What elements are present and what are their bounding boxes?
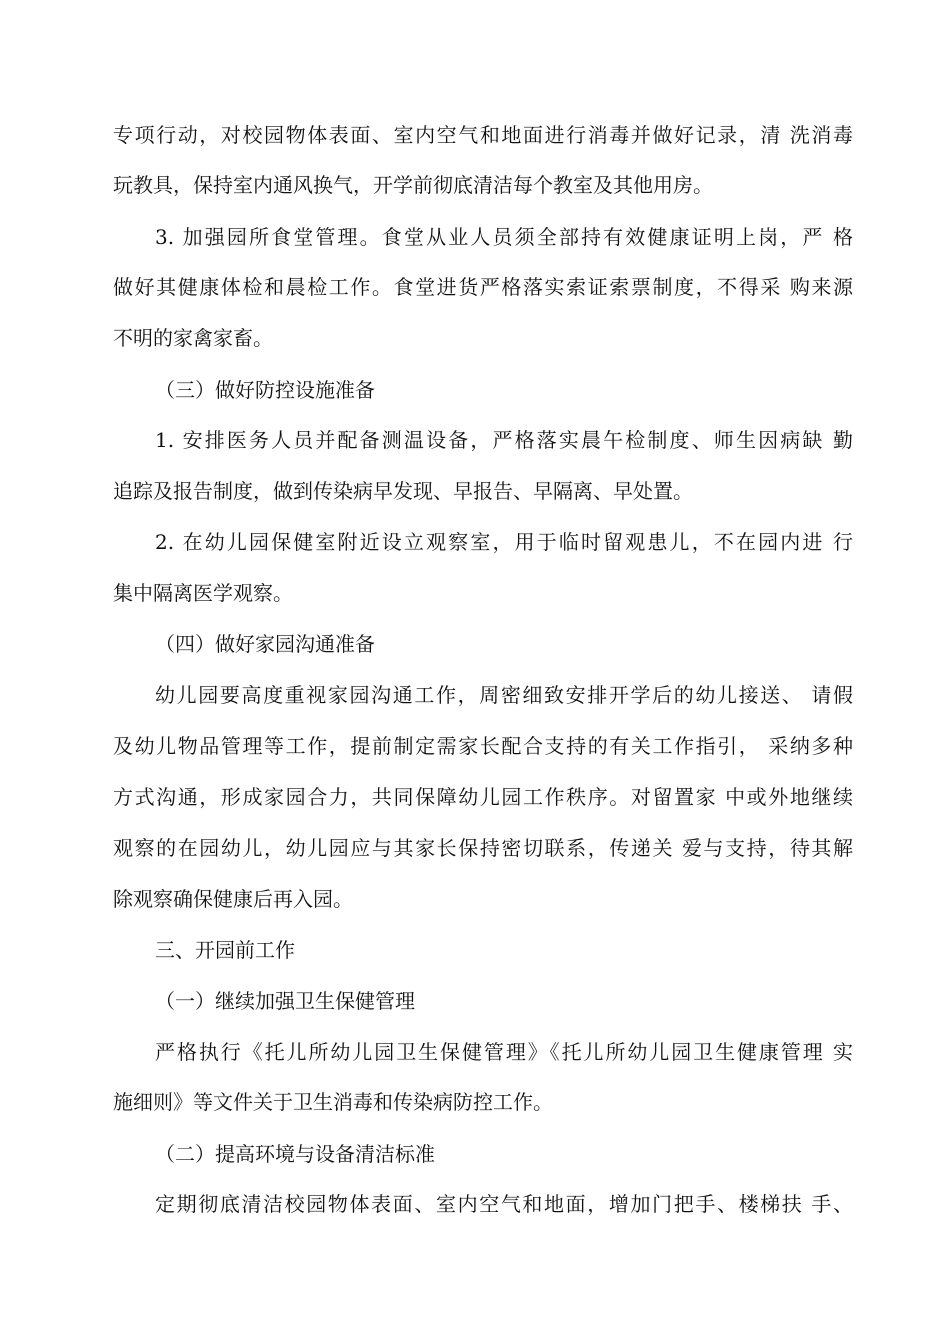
text-line: 做好其健康体检和晨检工作。食堂进货严格落实索证索票制度，不得采 购来源 [113,275,853,299]
numbered-item-2: 2. 在幼儿园保健室附近设立观察室，用于临时留观患儿，不在园内进 行 [155,530,853,554]
section-heading: （四）做好家园沟通准备 [155,632,375,656]
text-line: 集中隔离医学观察。 [113,581,293,605]
text-line: 追踪及报告制度，做到传染病早发现、早报告、早隔离、早处置。 [113,479,693,503]
numbered-item-1: 1. 安排医务人员并配备测温设备，严格落实晨午检制度、师生因病缺 勤 [155,428,853,452]
numbered-item-3: 3. 加强园所食堂管理。食堂从业人员须全部持有效健康证明上岗，严 格 [155,225,853,249]
text-line: 及幼儿物品管理等工作，提前制定需家长配合支持的有关工作指引， 采纳多种 [113,734,853,758]
text-line: 除观察确保健康后再入园。 [113,887,353,911]
section-heading: （三）做好防控设施准备 [155,378,375,402]
text-line: 玩教具，保持室内通风换气，开学前彻底清洁每个教室及其他用房。 [113,173,713,197]
chapter-heading: 三、开园前工作 [155,938,295,962]
text-line: 不明的家禽家畜。 [113,326,273,350]
text-line: 专项行动，对校园物体表面、室内空气和地面进行消毒并做好记录，清 洗消毒 [113,123,853,147]
text-line: 观察的在园幼儿，幼儿园应与其家长保持密切联系，传递关 爱与支持，待其解 [113,836,853,860]
text-line: 幼儿园要高度重视家园沟通工作，周密细致安排开学后的幼儿接送、 请假 [155,683,853,707]
text-line: 定期彻底清洁校园物体表面、室内空气和地面，增加门把手、楼梯扶 手、 [155,1192,853,1216]
text-line: 施细则》等文件关于卫生消毒和传染病防控工作。 [113,1090,553,1114]
text-line: 严格执行《托儿所幼儿园卫生保健管理》《托儿所幼儿园卫生健康管理 实 [155,1040,853,1064]
section-heading: （一）继续加强卫生保健管理 [155,989,415,1013]
section-heading: （二）提高环境与设备清洁标准 [155,1142,435,1166]
text-line: 方式沟通，形成家园合力，共同保障幼儿园工作秩序。对留置家 中或外地继续 [113,785,853,809]
